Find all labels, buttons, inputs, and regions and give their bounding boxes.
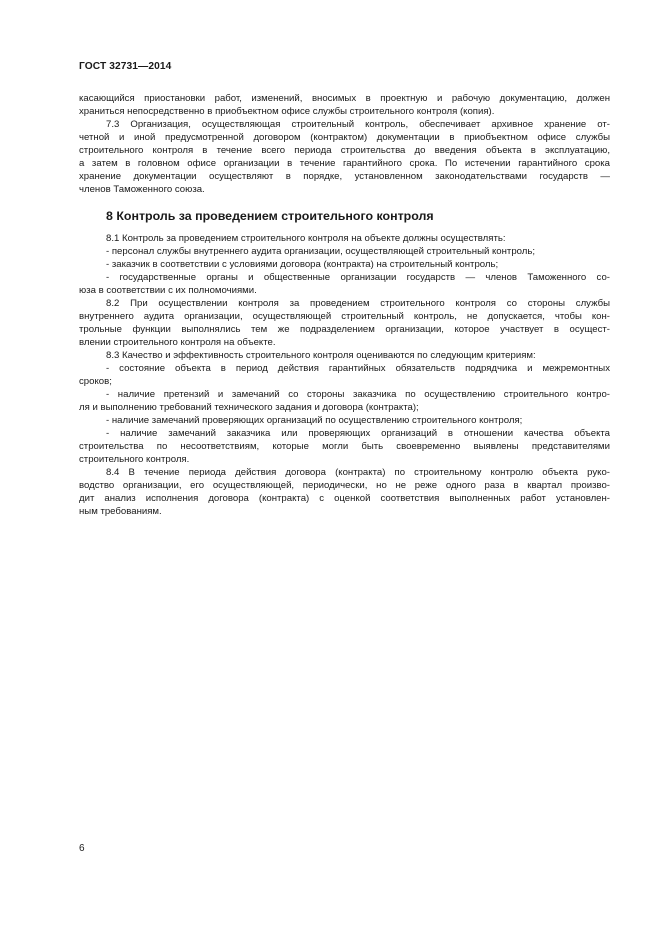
paragraph-8-3 bbox=[79, 349, 610, 466]
list-item: - наличие претензий и замечаний со стороны заказчика по осуществлению строительного контро- bbox=[106, 389, 610, 400]
page-number: 6 bbox=[79, 843, 85, 854]
text-line: внутреннего аудита организации, осуществляющей строительный контроль, не допускается, чтобы кон- bbox=[79, 311, 610, 322]
text-line: 8.2 При осуществлении контроля за проведением строительного контроля со стороны службы bbox=[106, 298, 610, 309]
text-line: юза в соответствии с их полномочиями. bbox=[79, 285, 257, 296]
text-line: сроков; bbox=[79, 376, 112, 387]
text-line: ным требованиям. bbox=[79, 506, 162, 517]
paragraph-8-1 bbox=[79, 232, 610, 297]
list-item: - наличие замечаний проверяющих организаций по осуществлению строительного контроля; bbox=[106, 415, 523, 426]
list-item: - наличие замечаний заказчика или проверяющих организаций в отношении качества объекта bbox=[106, 428, 610, 439]
continuation-paragraph bbox=[79, 92, 610, 118]
paragraph-7-3 bbox=[79, 118, 610, 196]
text-line: членов Таможенного союза. bbox=[79, 184, 205, 195]
list-item: - заказчик в соответствии с условиями договора (контракта) на строительный контроль; bbox=[106, 259, 499, 270]
list-item: - состояние объекта в период действия гарантийных обязательств подрядчика и межремонтных bbox=[106, 363, 610, 374]
text-line: 8.4 В течение периода действия договора (контракта) по строительному контролю объекта руко- bbox=[106, 467, 610, 478]
text-line: хранение документации осуществляют в порядке, установленном законодательствами государств — bbox=[79, 171, 610, 182]
list-item: - государственные органы и общественные организации государств — членов Таможенного со- bbox=[106, 272, 610, 283]
text-line: влении строительного контроля на объекте. bbox=[79, 337, 276, 348]
text-line: ля и выполнению требований технического задания и договора (контракта); bbox=[79, 402, 419, 413]
text-line: дит анализ исполнения договора (контракта) с оценкой соответствия выполненных работ установлен- bbox=[79, 493, 610, 504]
document-header: ГОСТ 32731—2014 bbox=[79, 61, 172, 72]
text-line: а затем в головном офисе организации в течение гарантийного срока. По истечении гарантийного срока bbox=[79, 158, 610, 169]
paragraph-8-4 bbox=[79, 466, 610, 518]
paragraph-8-2 bbox=[79, 297, 610, 349]
text-line: 8.1 Контроль за проведением строительного контроля на объекте должны осуществлять: bbox=[106, 233, 506, 244]
text-line: четной и иной предусмотренной договором (контрактом) документации в приобъектном офисе службы bbox=[79, 132, 610, 143]
text-line: касающийся приостановки работ, изменений, вносимых в проектную и рабочую документацию, должен bbox=[79, 93, 610, 104]
text-line: храниться непосредственно в приобъектном офисе службы строительного контроля (копия). bbox=[79, 106, 495, 117]
list-item: - персонал службы внутреннего аудита организации, осуществляющей строительный контроль; bbox=[106, 246, 536, 257]
text-line: строительного контроля. bbox=[79, 454, 190, 465]
text-line: 8.3 Качество и эффективность строительного контроля оцениваются по следующим критериям: bbox=[106, 350, 536, 361]
section-8-heading: 8 Контроль за проведением строительного контроля bbox=[106, 209, 434, 223]
text-line: строительного контроля в течение всего периода строительства до введения объекта в эксплуатацию, bbox=[79, 145, 610, 156]
page-body bbox=[79, 92, 610, 518]
text-line: трольные функции выполнялись тем же подразделением организации, которое участвует в осущест- bbox=[79, 324, 610, 335]
text-line: 7.3 Организация, осуществляющая строительный контроль, обеспечивает архивное хранение от- bbox=[106, 119, 610, 130]
text-line: водство организации, его осуществляющей, периодически, но не реже одного раза в квартал произво- bbox=[79, 480, 610, 491]
text-line: строительства по несоответствиям, которые могли быть своевременно выявлены представителями bbox=[79, 441, 610, 452]
